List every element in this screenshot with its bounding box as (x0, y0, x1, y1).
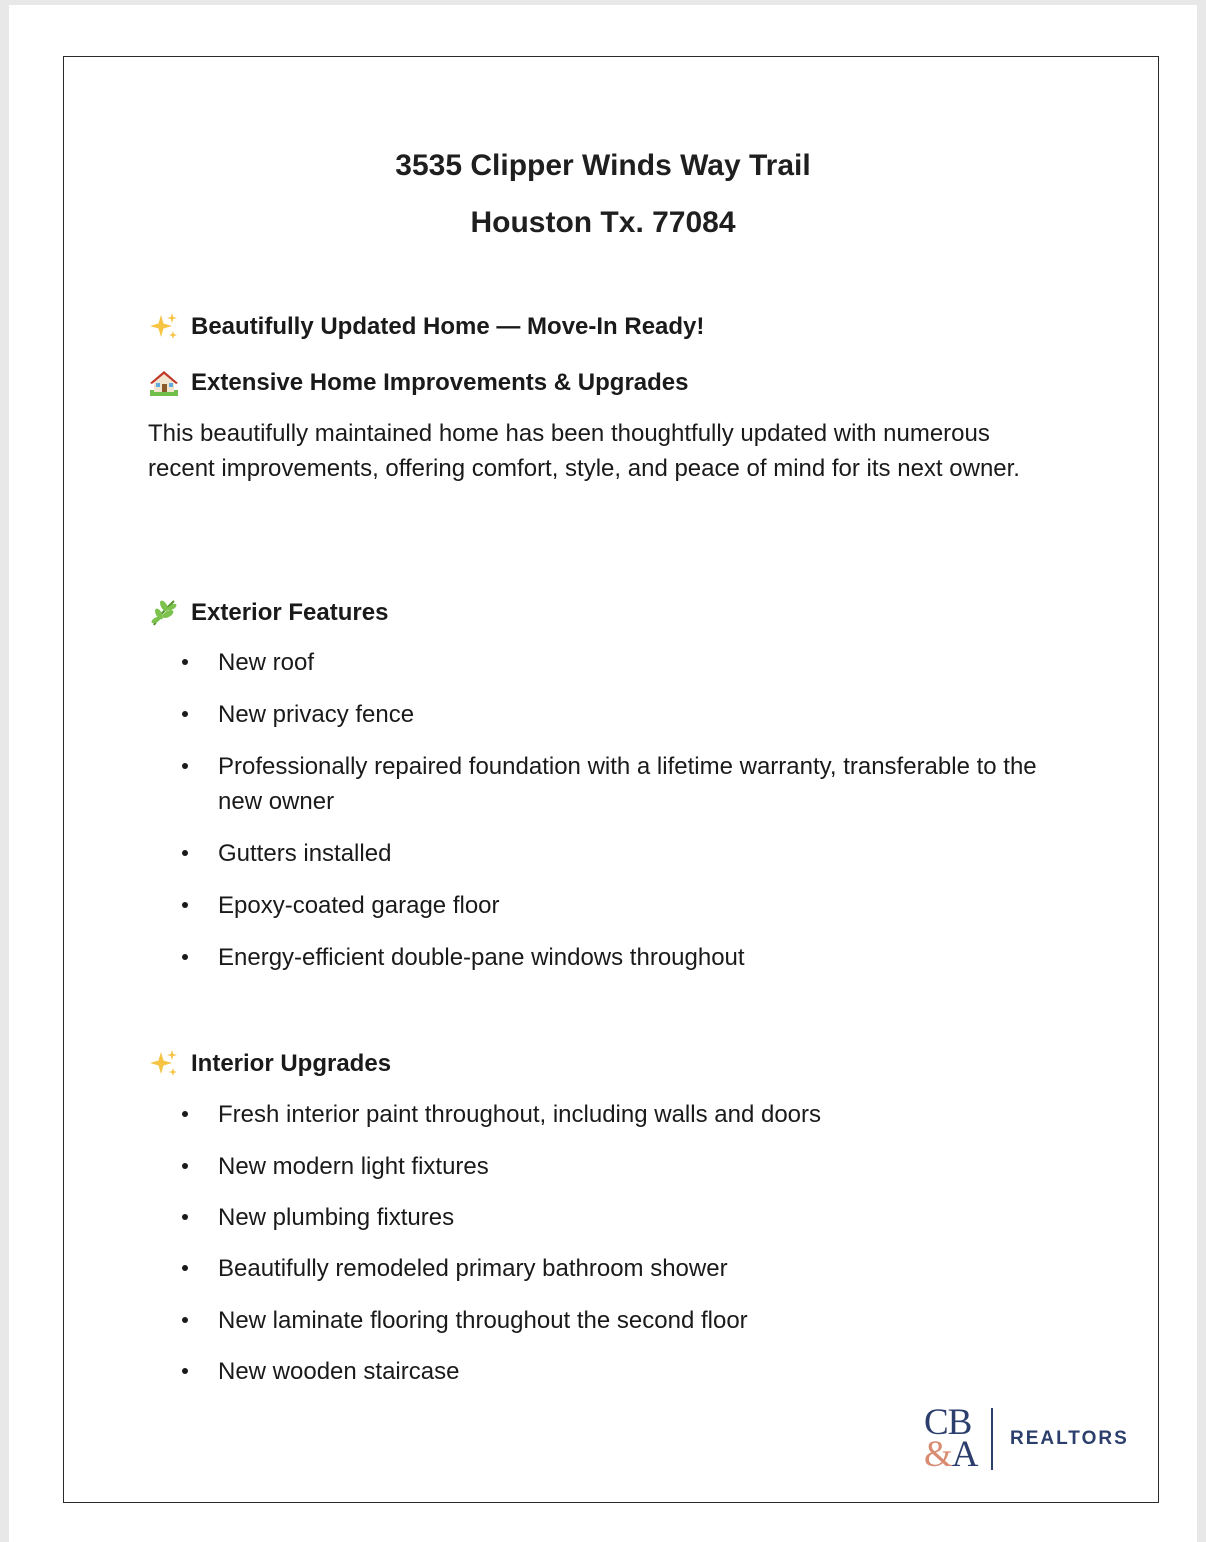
interior-upgrades-list (148, 1097, 1068, 1389)
bullet-icon (182, 763, 188, 769)
logo-cb: CB (924, 1402, 972, 1443)
interior-heading-text: Interior Upgrades (191, 1050, 392, 1077)
bullet-icon (182, 1163, 188, 1169)
bullet-icon (182, 954, 188, 960)
list-item: Beautifully remodeled primary bathroom shower (148, 1251, 1068, 1286)
bullet-icon (182, 1317, 188, 1323)
exterior-heading (148, 598, 388, 628)
headline (148, 312, 704, 342)
bullet-icon (182, 659, 188, 665)
logo-amp-a: &A (924, 1434, 978, 1475)
address-line-2: Houston Tx. 77084 (470, 206, 736, 239)
bullet-icon (182, 850, 188, 856)
list-item: New roof (148, 645, 1068, 680)
list-item: Energy-efficient double-pane windows throughout (148, 940, 1068, 975)
bullet-icon (182, 1368, 188, 1374)
list-item: Professionally repaired foundation with a lifetime warranty, transferable to the new owner (148, 749, 1068, 819)
bullet-icon (182, 1265, 188, 1271)
bullet-icon (182, 902, 188, 908)
improvements-heading (148, 368, 689, 398)
list-item: New laminate flooring throughout the second floor (148, 1303, 1068, 1338)
list-item: New privacy fence (148, 697, 1068, 732)
improvements-heading-text: Extensive Home Improvements & Upgrades (191, 369, 689, 396)
list-item: Gutters installed (148, 836, 1068, 871)
logo-wordmark: REALTORS (1010, 1428, 1129, 1449)
bullet-icon (182, 711, 188, 717)
sparkles-icon (148, 1049, 180, 1079)
list-item: New modern light fixtures (148, 1149, 1068, 1184)
sparkles-icon (148, 312, 180, 342)
list-item: Epoxy-coated garage floor (148, 888, 1068, 923)
headline-text: Beautifully Updated Home — Move-In Ready! (191, 313, 705, 340)
interior-heading (148, 1049, 391, 1079)
bullet-icon (182, 1111, 188, 1117)
bullet-icon (182, 1214, 188, 1220)
address-line-1: 3535 Clipper Winds Way Trail (395, 149, 811, 182)
exterior-heading-text: Exterior Features (191, 599, 389, 626)
exterior-features-list (148, 645, 1068, 975)
improvements-paragraph: This beautifully maintained home has been thoughtfully updated with numerous recent improvements, offering comfort, style, and peace of mind for its next owner. (148, 420, 1020, 482)
list-item: New plumbing fixtures (148, 1200, 1068, 1235)
house-icon (148, 368, 180, 398)
cba-realtors-logo (924, 1402, 1129, 1475)
list-item: Fresh interior paint throughout, including walls and doors (148, 1097, 1068, 1132)
list-item: New wooden staircase (148, 1354, 1068, 1389)
logo-divider (991, 1408, 993, 1470)
herb-leaf-icon (148, 598, 180, 628)
